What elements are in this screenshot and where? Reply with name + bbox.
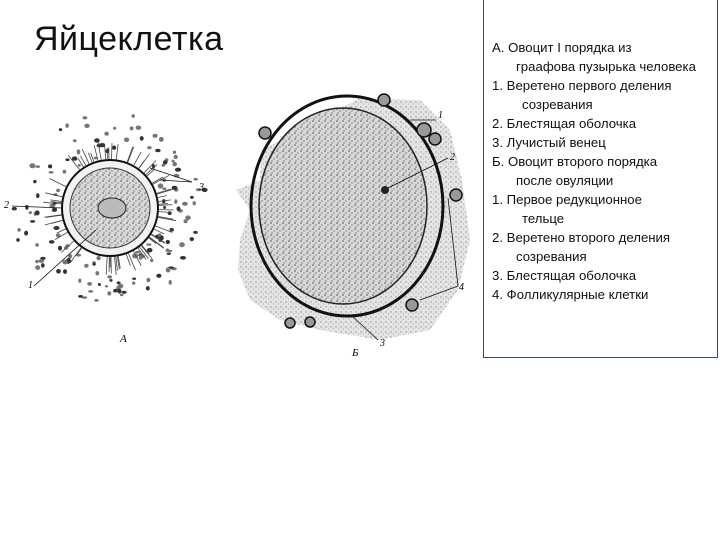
legend-line: созревания [516,249,587,264]
mark-a3: 3 [199,182,204,193]
legend-line: граафова пузырька человека [516,59,696,74]
legend-line: 1. Веретено первого деления [492,78,672,93]
mark-b1: 1 [438,110,443,121]
legend-list [492,38,709,304]
label-b: Б [352,347,359,359]
legend-box [483,0,718,358]
legend-line: А. Овоцит I порядка из [492,40,632,55]
mark-a1: 1 [28,280,33,291]
legend-line: 2. Веретено второго деления [492,230,671,245]
oocyte-b-drawing [236,94,470,340]
legend-line: 2. Блестящая оболочка [492,116,637,131]
legend-line: 4. Фолликулярные клетки [492,287,649,302]
legend-line: Б. Овоцит второго порядка [492,154,658,169]
mark-a2: 2 [4,200,9,211]
oocyte-figure [0,90,480,360]
legend-line: после овуляции [516,173,614,188]
legend-line: 3. Лучистый венец [492,135,606,150]
legend-line: тельце [522,211,565,226]
mark-b4: 4 [459,282,464,293]
oocyte-a-drawing [12,114,208,302]
legend-line: 3. Блестящая оболочка [492,268,637,283]
label-a: А [120,333,127,345]
slide-title: Яйцеклетка [34,20,224,58]
legend-line: 1. Первое редукционное [492,192,642,207]
mark-b3: 3 [380,338,385,349]
mark-b2: 2 [450,152,455,163]
legend-line: созревания [522,97,593,112]
